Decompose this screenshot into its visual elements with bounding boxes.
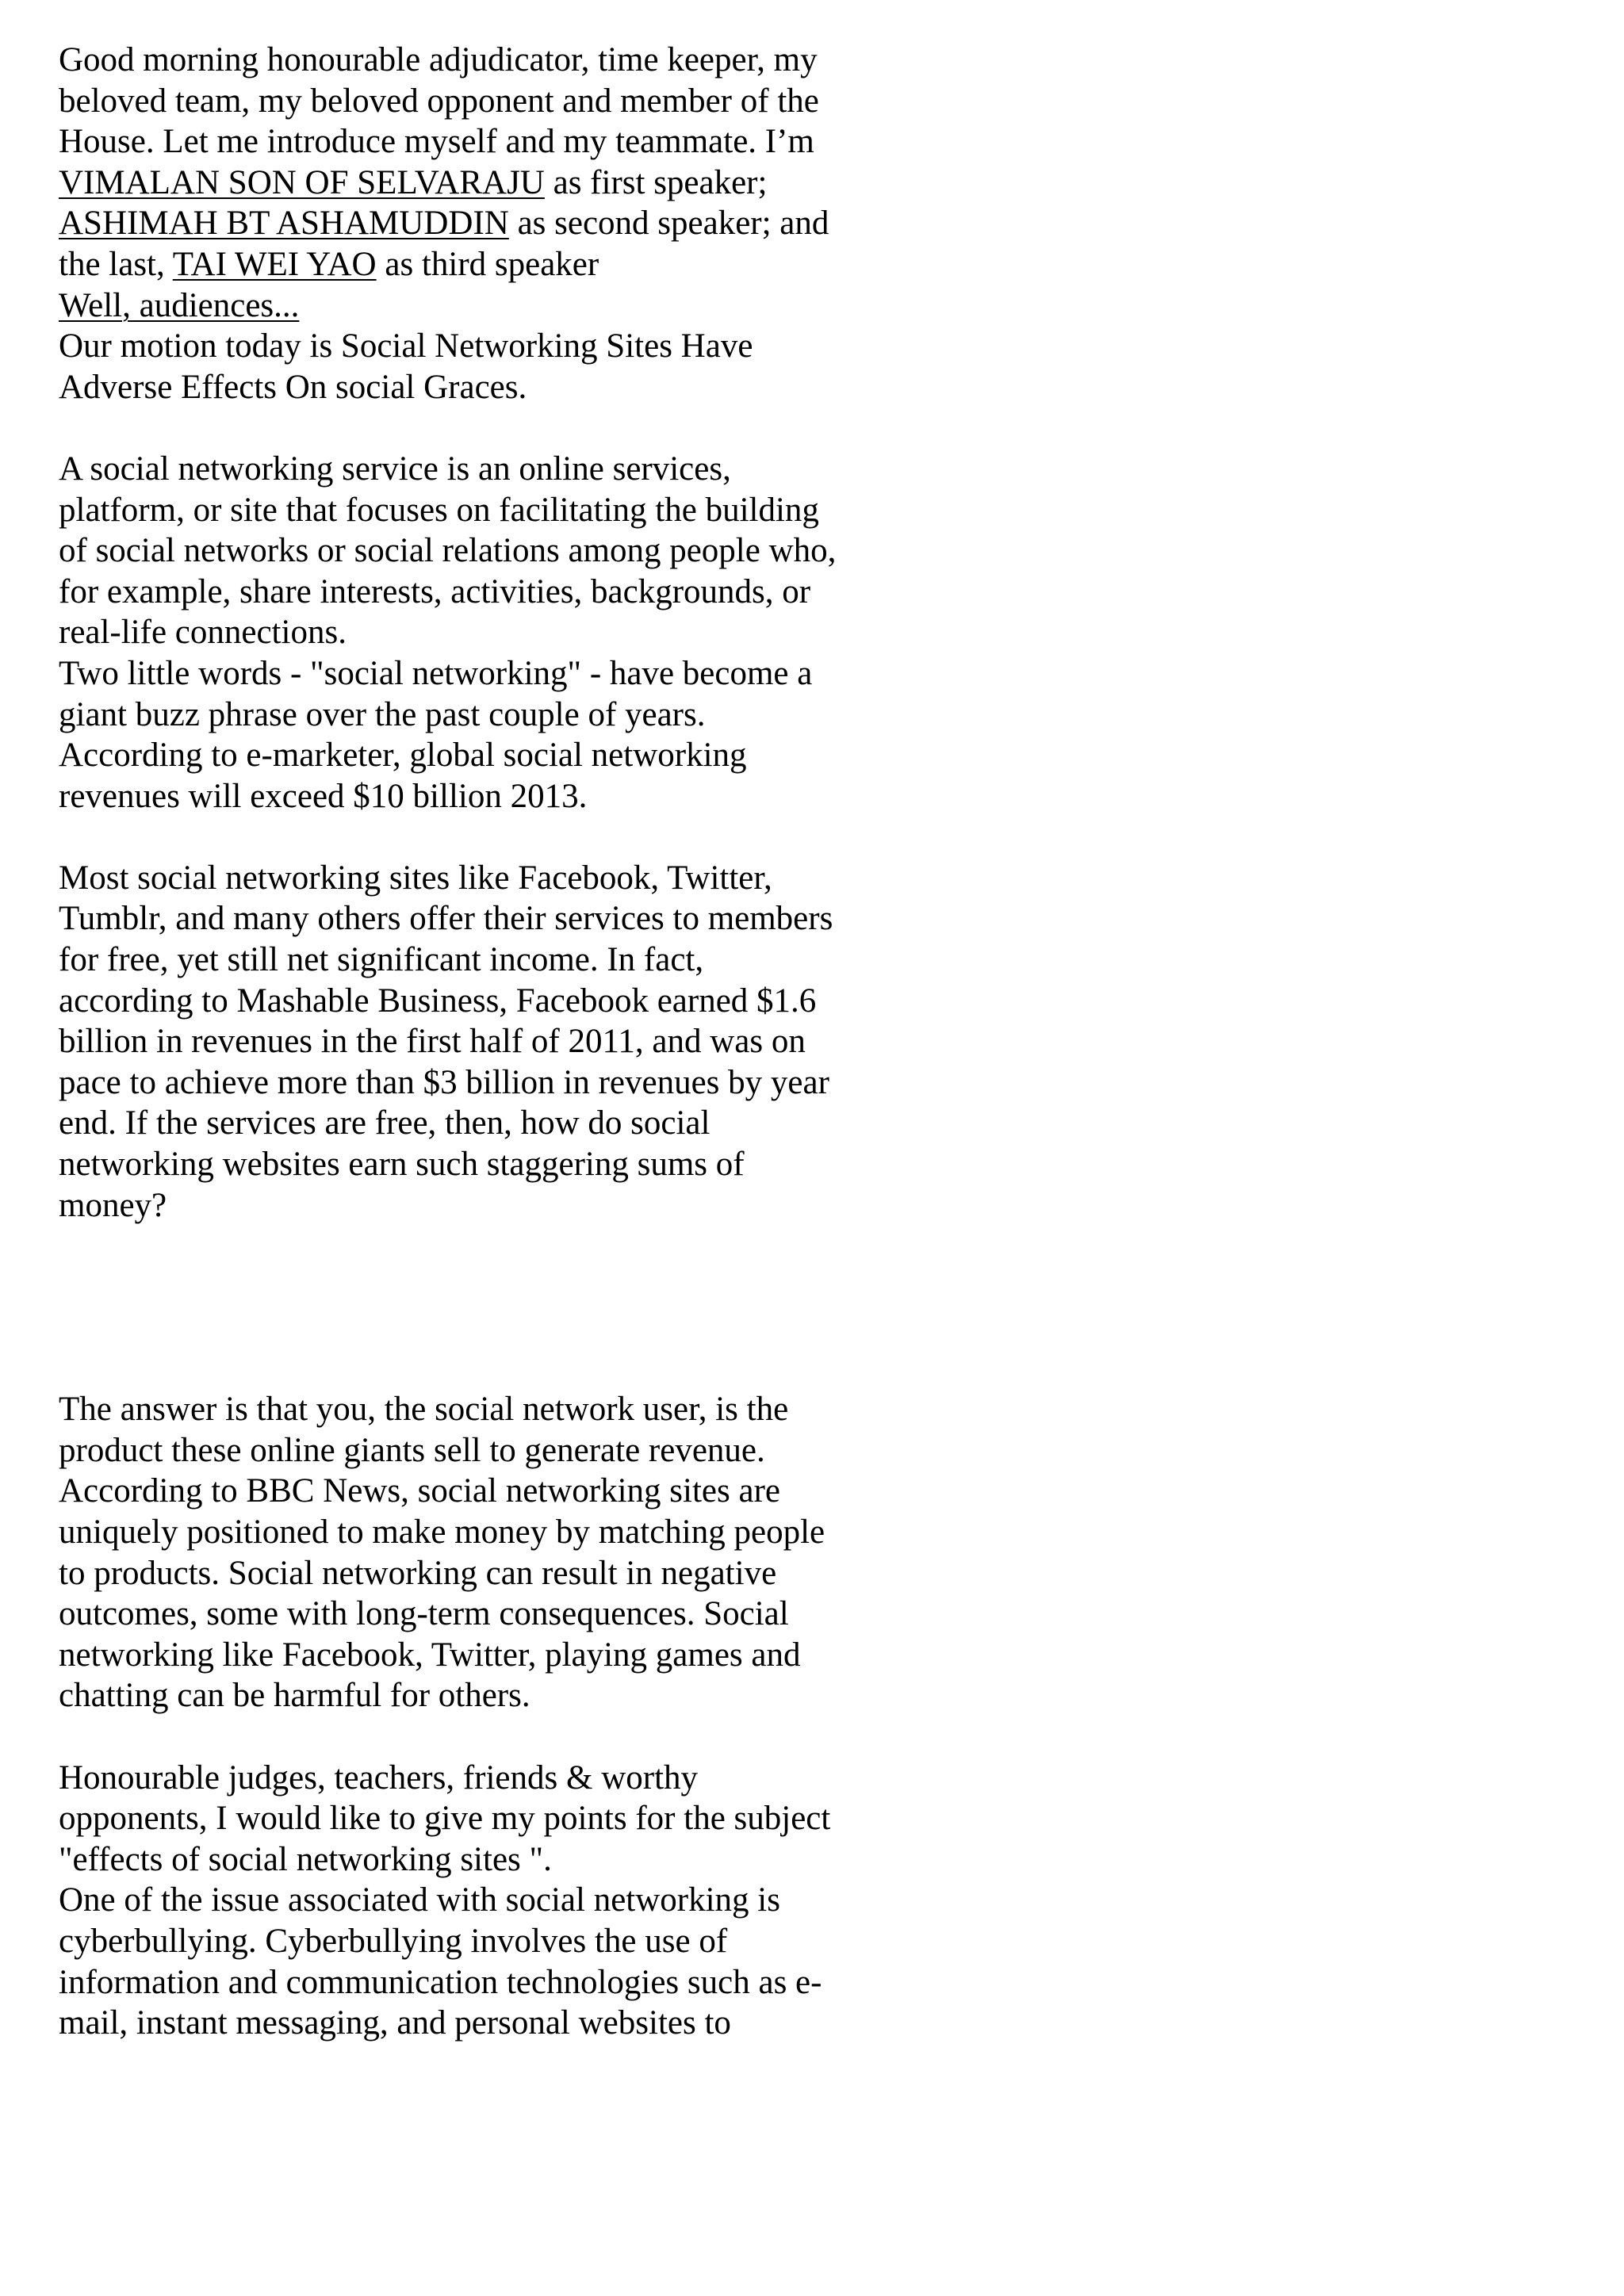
text-line: One of the issue associated with social networking is — [59, 1881, 780, 1919]
speaker-prefix-third: the last, — [59, 245, 173, 283]
text-line: platform, or site that focuses on facilitating the building — [59, 491, 819, 529]
text-line: The answer is that you, the social network user, is the — [59, 1391, 789, 1429]
text-line: of social networks or social relations among people who, — [59, 532, 837, 570]
definition-paragraph — [59, 449, 883, 817]
text-line: to products. Social networking can result in negative — [59, 1554, 777, 1592]
text-line: "effects of social networking sites ". — [59, 1840, 552, 1878]
revenue-paragraph — [59, 858, 883, 1226]
speaker-role-second: as second speaker; and — [508, 205, 829, 243]
speaker-name-second: ASHIMAH BT ASHAMUDDIN — [59, 205, 509, 243]
motion-line: Our motion today is Social Networking Sites Have — [59, 327, 753, 365]
text-line: According to BBC News, social networking sites are — [59, 1472, 780, 1510]
points-paragraph — [59, 1758, 883, 2044]
text-line: chatting can be harmful for others. — [59, 1677, 530, 1715]
text-line: money? — [59, 1186, 167, 1224]
text-line: end. If the services are free, then, how do social — [59, 1104, 710, 1142]
text-line: Most social networking sites like Facebook, Twitter, — [59, 859, 772, 897]
text-line: information and communication technologies such as e- — [59, 1963, 822, 2001]
paragraph-spacer — [59, 408, 883, 449]
speaker-line-second — [59, 203, 883, 244]
speech-text — [59, 40, 883, 2044]
text-line: networking like Facebook, Twitter, playing games and — [59, 1636, 801, 1674]
text-line: opponents, I would like to give my points for the subject — [59, 1800, 831, 1838]
text-line: networking websites earn such staggering sums of — [59, 1146, 745, 1184]
text-line: for example, share interests, activities, backgrounds, or — [59, 572, 811, 610]
speaker-name-third: TAI WEI YAO — [172, 245, 377, 283]
text-line: revenues will exceed $10 billion 2013. — [59, 777, 588, 815]
text-line: Good morning honourable adjudicator, time keeper, my — [59, 41, 818, 78]
text-line: uniquely positioned to make money by matching people — [59, 1513, 825, 1551]
paragraph-spacer — [59, 1716, 883, 1758]
text-line: According to e-marketer, global social networking — [59, 737, 747, 775]
text-line: billion in revenues in the first half of 2011, and was on — [59, 1023, 806, 1061]
text-line: Two little words - "social networking" - have become a — [59, 654, 813, 692]
speaker-name-first: VIMALAN SON OF SELVARAJU — [59, 163, 545, 201]
speaker-role-third: as third speaker — [376, 245, 599, 283]
text-line: Tumblr, and many others offer their services to members — [59, 900, 833, 938]
text-line: giant buzz phrase over the past couple of years. — [59, 695, 706, 733]
speaker-line-third — [59, 244, 883, 285]
text-line: Honourable judges, teachers, friends & worthy — [59, 1758, 699, 1797]
text-line: for free, yet still net significant income. In fact, — [59, 941, 704, 979]
speaker-role-first: as first speaker; — [544, 163, 768, 201]
speaker-line-first — [59, 163, 883, 204]
audiences-text: Well, audiences... — [59, 286, 300, 324]
motion-line: Adverse Effects On social Graces. — [59, 368, 527, 406]
text-line: cyberbullying. Cyberbullying involves the use of — [59, 1922, 728, 1960]
text-line: House. Let me introduce myself and my teammate. I’m — [59, 123, 814, 161]
section-spacer — [59, 1226, 883, 1389]
text-line: beloved team, my beloved opponent and member of the — [59, 82, 819, 120]
text-line: real-life connections. — [59, 614, 347, 652]
text-line: pace to achieve more than $3 billion in revenues by year — [59, 1063, 829, 1101]
paragraph-spacer — [59, 817, 883, 858]
text-line: mail, instant messaging, and personal websites to — [59, 2004, 731, 2042]
text-line: product these online giants sell to generate revenue. — [59, 1431, 765, 1469]
answer-paragraph — [59, 1389, 883, 1716]
text-line: according to Mashable Business, Facebook earned $1.6 — [59, 982, 817, 1020]
audiences-line — [59, 285, 883, 327]
intro-paragraph — [59, 40, 883, 408]
text-line: A social networking service is an online services, — [59, 450, 731, 488]
text-line: outcomes, some with long-term consequences. Social — [59, 1595, 789, 1633]
